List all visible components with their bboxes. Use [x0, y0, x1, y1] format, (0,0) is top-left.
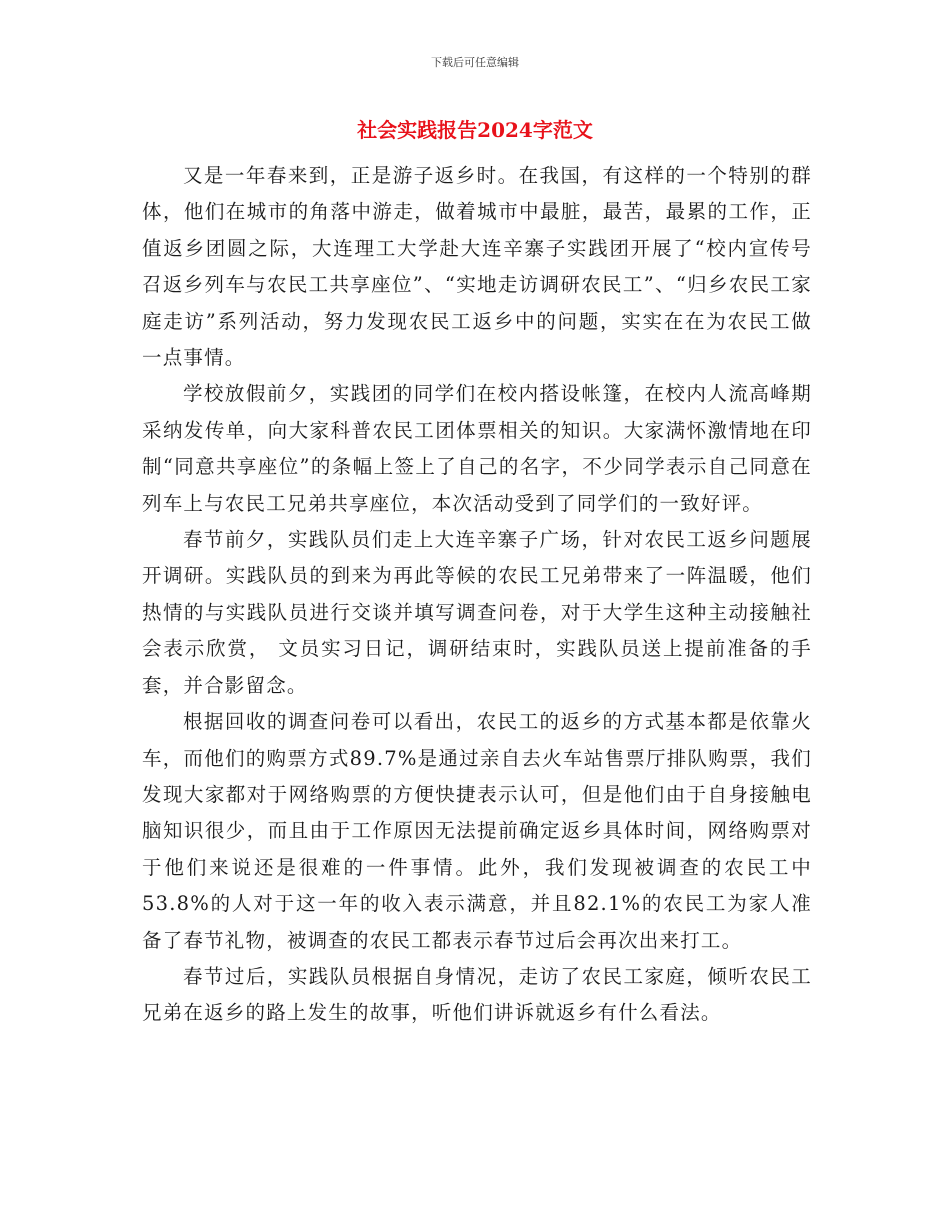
paragraph-3: 春节前夕，实践队员们走上大连辛寨子广场，针对农民工返乡问题展开调研。实践队员的到来为再此等候的农民工兄弟带来了一阵温暖，他们热情的与实践队员进行交谈并填写调查问卷，对于大学生这种主动接触社会表示欣赏， 文员实习日记，调研结束时，实践队员送上提前准备的手套，并合影留念。: [142, 528, 812, 697]
paragraph-2: 学校放假前夕，实践团的同学们在校内搭设帐篷，在校内人流高峰期采纳发传单，向大家科普农民工团体票相关的知识。大家满怀激情地在印制“同意共享座位”的条幅上签上了自己的名字，不少同学表示自己同意在列车上与农民工兄弟共享座位，本次活动受到了同学们的一致好评。: [142, 382, 812, 515]
paragraph-5: 春节过后，实践队员根据自身情况，走访了农民工家庭，倾听农民工兄弟在返乡的路上发生的故事，听他们讲诉就返乡有什么看法。: [142, 964, 812, 1025]
paragraph-1: 又是一年春来到，正是游子返乡时。在我国，有这样的一个特别的群体，他们在城市的角落中游走，做着城市中最脏，最苦，最累的工作，正值返乡团圆之际，大连理工大学赴大连辛寨子实践团开展了“校内宣传号召返乡列车与农民工共享座位”、“实地走访调研农民工”、“归乡农民工家庭走访”系列活动，努力发现农民工返乡中的问题，实实在在为农民工做一点事情。: [142, 164, 812, 370]
document-body: [142, 158, 812, 1032]
paragraph-4: 根据回收的调查问卷可以看出，农民工的返乡的方式基本都是依靠火车，而他们的购票方式89.7%是通过亲自去火车站售票厅排队购票，我们发现大家都对于网络购票的方便快捷表示认可，但是他们由于自身接触电脑知识很少，而且由于工作原因无法提前确定返乡具体时间，网络购票对于他们来说还是很难的一件事情。此外，我们发现被调查的农民工中53.8%的人对于这一年的收入表示满意，并且82.1%的农民工为家人准备了春节礼物，被调查的农民工都表示春节过后会再次出来打工。: [142, 710, 812, 952]
document-title: 社会实践报告2024字范文: [357, 118, 593, 142]
header-note: 下载后可任意编辑: [431, 56, 519, 69]
